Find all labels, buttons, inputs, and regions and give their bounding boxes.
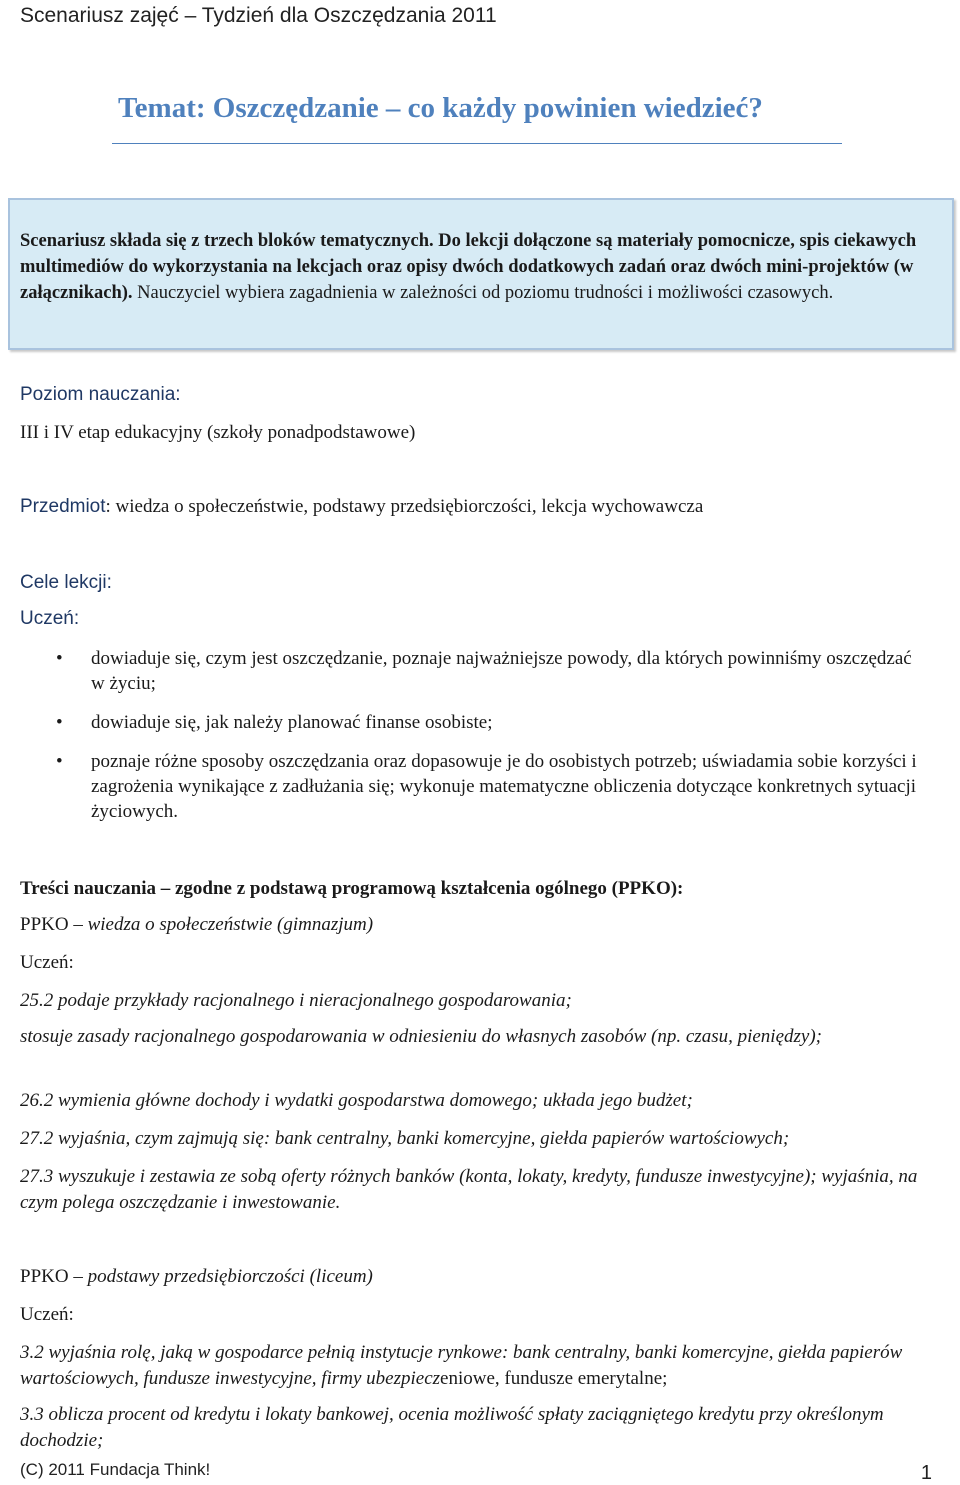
ppko1-item-26-2: 26.2 wymienia główne dochody i wydatki gospodarstwa domowego; układa jego budżet; — [20, 1090, 693, 1111]
list-item: • dowiaduje się, jak należy planować finanse osobiste; — [56, 712, 493, 733]
ppko1-item-25-2: 25.2 podaje przykłady racjonalnego i nieracjonalnego gospodarowania; — [20, 990, 572, 1011]
list-item: • poznaje różne sposoby oszczędzania oraz dopasowuje je do osobistych potrzeb; uświadamia sobie korzyści i zagrożenia wynikające z zadłużania się; wykonuje matematyczne obliczenia dotyczące konkretnych sytuacji życiowych. — [56, 751, 917, 822]
goals-label: Cele lekcji: — [20, 572, 112, 593]
bullet-icon: • — [56, 751, 63, 772]
page-number: 1 — [920, 1462, 932, 1484]
ppko1-item-27-2: 27.2 wyjaśnia, czym zajmują się: bank centralny, banki komercyjne, giełda papierów wartościowych; — [20, 1128, 790, 1149]
footer-copyright: (C) 2011 Fundacja Think! — [20, 1460, 211, 1479]
ppko1-title: PPKO – wiedza o społeczeństwie (gimnazjum) — [20, 914, 374, 935]
title-underline — [112, 143, 842, 144]
bullet-icon: • — [56, 712, 63, 733]
page-title: Temat: Oszczędzanie – co każdy powinien wiedzieć? — [118, 92, 763, 124]
goals-student: Uczeń: — [20, 608, 80, 629]
intro-regular-text: Nauczyciel wybiera zagadnienia w zależności od poziomu trudności i możliwości czasowych. — [132, 283, 834, 303]
bullet-icon: • — [56, 648, 63, 669]
subject-label: Przedmiot — [20, 496, 106, 517]
ppko2-item-3-2: 3.2 wyjaśnia rolę, jaką w gospodarce pełnią instytucje rynkowe: bank centralny, banki komercyjne, giełda papierów wartościowych, fundusze inwestycyjne, firmy ubezpieczeniowe, fundusze emerytalne; — [20, 1342, 903, 1389]
subject-line — [20, 494, 930, 520]
ppko2-title: PPKO – podstawy przedsiębiorczości (liceum) — [20, 1266, 373, 1287]
content-heading: Treści nauczania – zgodne z podstawą programową kształcenia ogólnego (PPKO): — [20, 878, 684, 899]
level-label: Poziom nauczania: — [20, 384, 181, 405]
intro-box — [8, 198, 954, 350]
intro-bold-text: Scenariusz składa się z trzech bloków tematycznych. Do lekcji dołączone są materiały pomocnicze, spis ciekawych multimediów do wykorzystania na lekcjach oraz opisy dwóch dodatkowych zadań oraz dwóch mini-projektów (w załącznikach). — [20, 231, 917, 303]
list-item: • dowiaduje się, czym jest oszczędzanie, poznaje najważniejsze powody, dla których powinniśmy oszczędzać w życiu; — [56, 648, 912, 694]
ppko1-student: Uczeń: — [20, 952, 74, 973]
ppko1-item-27-3: 27.3 wyszukuje i zestawia ze sobą oferty różnych banków (konta, lokaty, kredyty, fundusze inwestycyjne); wyjaśnia, na czym polega oszczędzanie i inwestowanie. — [20, 1166, 918, 1213]
ppko2-item-3-3: 3.3 oblicza procent od kredytu i lokaty bankowej, ocenia możliwość spłaty zaciągniętego kredytu przy określonym dochodzie; — [20, 1404, 884, 1451]
page-header: Scenariusz zajęć – Tydzień dla Oszczędzania 2011 — [20, 4, 497, 27]
ppko1-item-rational: stosuje zasady racjonalnego gospodarowania w odniesieniu do własnych zasobów (np. czasu, pieniędzy); — [20, 1026, 822, 1047]
goals-list — [20, 646, 930, 838]
subject-value: : wiedza o społeczeństwie, podstawy przedsiębiorczości, lekcja wychowawcza — [105, 496, 704, 517]
ppko2-student: Uczeń: — [20, 1304, 74, 1325]
level-value: III i IV etap edukacyjny (szkoły ponadpodstawowe) — [20, 422, 416, 443]
